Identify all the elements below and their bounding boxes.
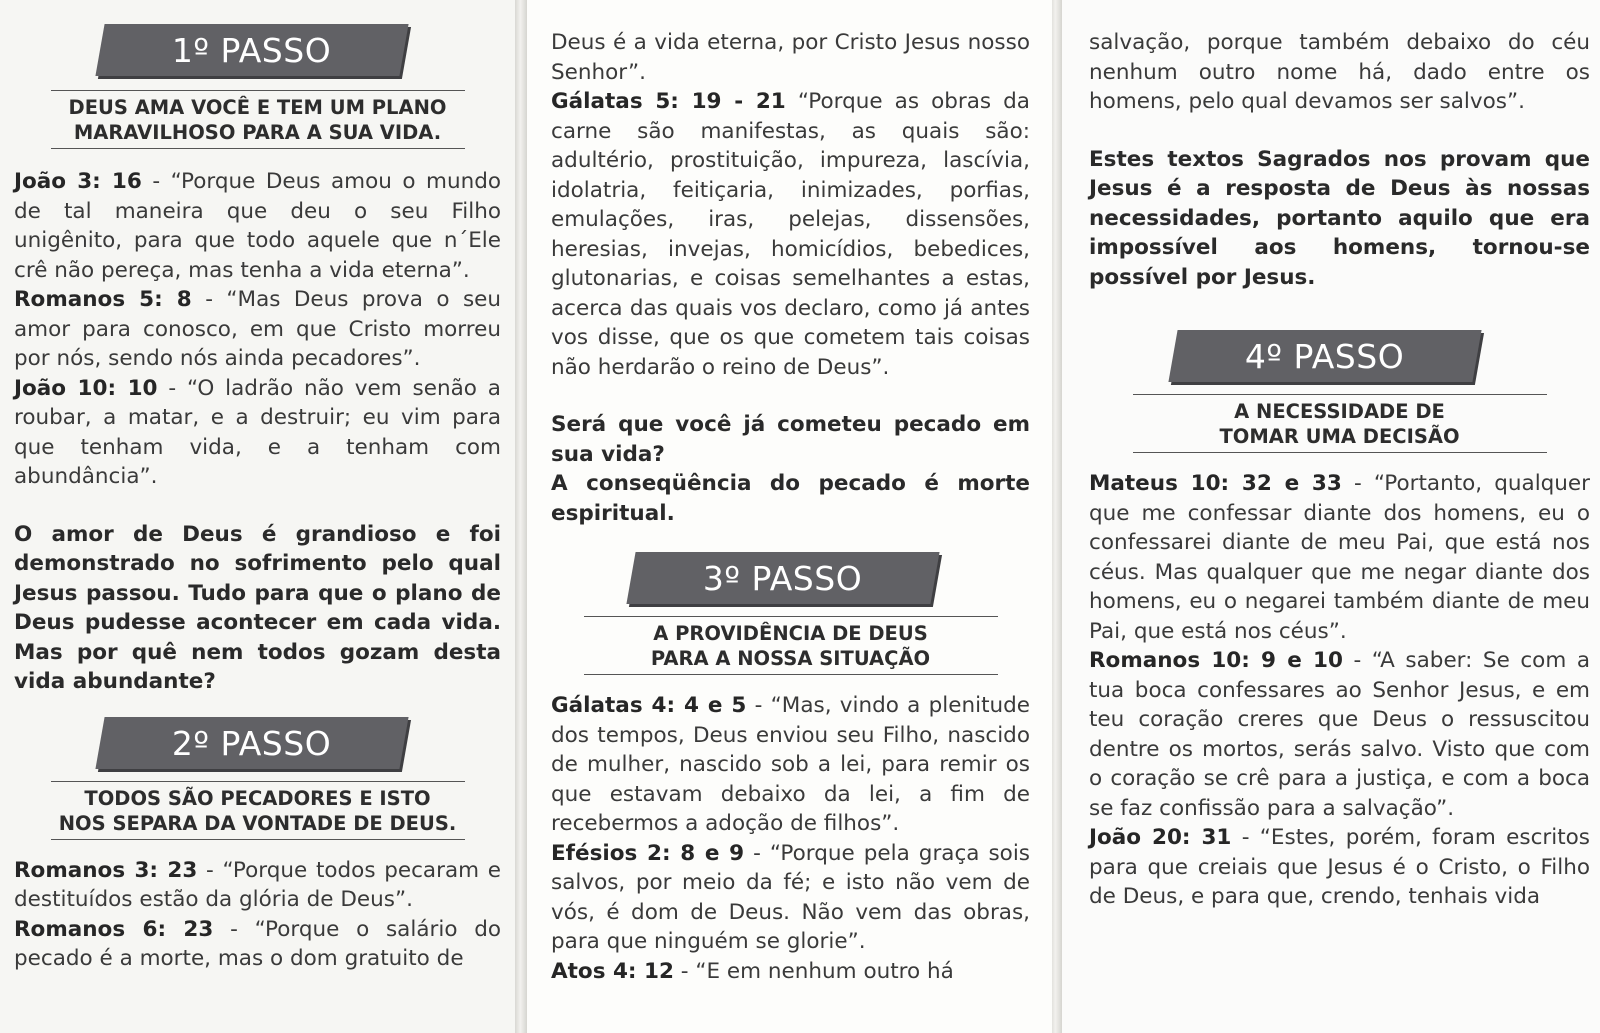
verse-efesios-2-8: Efésios 2: 8 e 9 - “Porque pela graça sois salvos, por meio da fé; e isto não vem de vós, é dom de Deus. Não vem das obras, para que ninguém se glorie”. [551,840,1031,954]
verse-mateus-10-32: Mateus 10: 32 e 33 - “Portanto, qualquer que me confessar diante dos homens, eu o confessarei diante de meu Pai, que está nos céus. Mas qualquer que me negar diante dos homens, eu o negarei também diante de meu Pai, que está nos céus”. [1089,471,1591,644]
verse-romanos-3-23: Romanos 3: 23 - “Porque todos pecaram e destituídos estão da glória de Deus”. [14,857,501,912]
step4-title: 4º PASSO [1245,336,1405,376]
verse-romanos-5-8: Romanos 5: 8 - “Mas Deus prova o seu amor para conosco, em que Cristo morreu por nós, sendo nós ainda pecadores”. [14,287,502,371]
page-fold-left [515,0,527,1033]
verse-romanos-10-9: Romanos 10: 9 e 10 - “A saber: Se com a tua boca confessares ao Senhor Jesus, e em teu coração creres que Deus o ressuscitou dentre os mortos, serás salvo. Visto que com o coração se crê para a justiça, e com a boca se faz confissão para a salvação”. [1089,648,1591,821]
continued-text-right: salvação, porque também debaixo do céu nenhum outro nome há, dado entre os homens, pelo qual devamos ser salvos”. [1089,30,1590,114]
consequence-text: A conseqüência do pecado é morte espiritual. [551,471,1030,526]
verse-romanos-6-23: Romanos 6: 23 - “Porque o salário do pecado é a morte, mas o dom gratuito de [14,916,502,971]
verse-joao-3-16: João 3: 16 - “Porque Deus amou o mundo de tal maneira que deu o seu Filho unigênito, para que todo aquele que n´Ele crê não pereça, mas tenha a vida eterna”. [14,169,502,283]
highlight-love: O amor de Deus é grandioso e foi demonstrado no sofrimento pelo qual Jesus passou. Tudo para que o plano de Deus pudesse acontecer em cada vida. Mas por quê nem todos gozam desta vida abundante? [14,521,501,694]
step3-subtitle: A PROVIDÊNCIA DE DEUS PARA A NOSSA SITUAÇÃO [584,616,998,675]
panel-left [0,0,515,1033]
step1-title: 1º PASSO [172,30,332,70]
step4-banner [1089,330,1590,390]
panel-middle [527,0,1052,1033]
step2-title: 2º PASSO [172,723,332,762]
verse-joao-10-10: João 10: 10 - “O ladrão não vem senão a roubar, a matar, e a destruir; eu vim para que tenham vida, e a tenham com abundância”. [14,375,501,489]
verse-atos-4-12: Atos 4: 12 - “E em nenhum outro há [551,958,954,984]
step1-subtitle: DEUS AMA VOCÊ E TEM UM PLANO MARAVILHOSO PARA A SUA VIDA. [51,90,465,149]
question-sin: Será que você já cometeu pecado em sua vida? [551,412,1030,467]
verse-galatas-5-19: Gálatas 5: 19 - 21 “Porque as obras da carne são manifestas, as quais são: adultério, prostituição, impureza, lascívia, idolatria, feitiçaria, inimizades, porfias, emulações, iras, pelejas, dissensões, heresias, invejas, homicídios, bebedices, glutonarias, e coisas semelhantes a estas, acerca das quais vos declaro, como já antes vos disse, que os que cometem tais coisas não herdarão o reino de Deus”. [551,89,1030,380]
step2-banner [14,717,501,777]
step3-banner [551,552,1030,612]
verse-galatas-4-4: Gálatas 4: 4 e 5 - “Mas, vindo a plenitude dos tempos, Deus enviou seu Filho, nascido de mulher, nascido sob a lei, para remir os que estavam debaixo da lei, a fim de recebermos a adoção de filhos”. [551,693,1030,836]
step1-banner [14,24,501,84]
verse-joao-20-31: João 20: 31 - “Estes, porém, foram escritos para que creiais que Jesus é o Cristo, o Filho de Deus, e para que, crendo, tenhais vida [1089,825,1590,909]
step4-subtitle: A NECESSIDADE DE TOMAR UMA DECISÃO [1133,394,1547,453]
panel-right [1062,0,1600,1033]
continued-text: Deus é a vida eterna, por Cristo Jesus nosso Senhor”. [551,30,1030,85]
highlight-texts: Estes textos Sagrados nos provam que Jesus é a resposta de Deus às nossas necessidades, portanto aquilo que era impossível aos homens, tornou-se possível por Jesus. [1089,146,1590,290]
step2-subtitle: TODOS SÃO PECADORES E ISTO NOS SEPARA DA VONTADE DE DEUS. [51,781,465,840]
step3-title: 3º PASSO [703,558,863,598]
